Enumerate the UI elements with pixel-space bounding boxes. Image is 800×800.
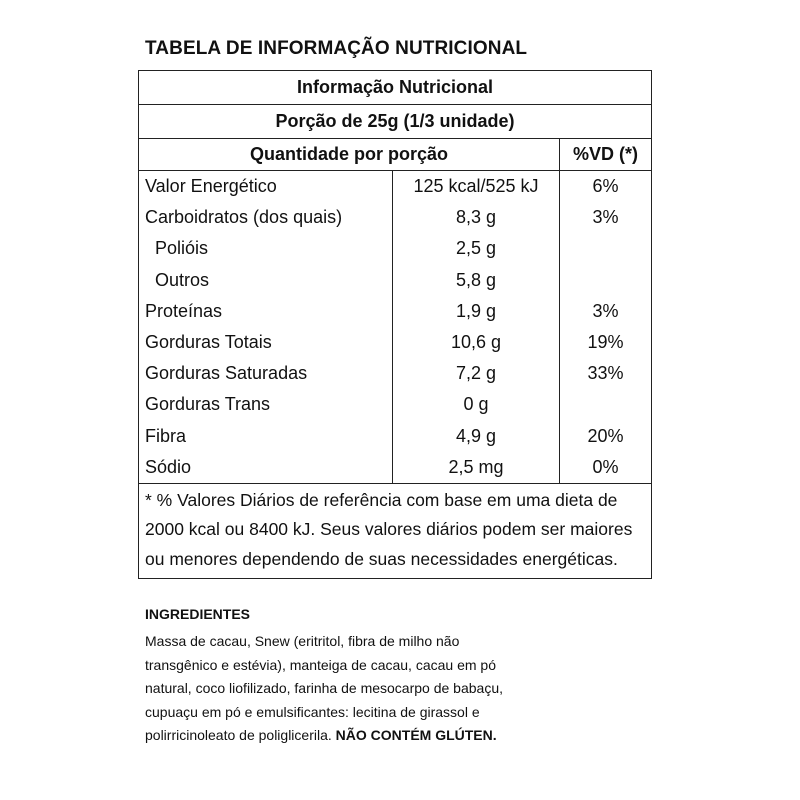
table-row (139, 202, 651, 233)
nutrient-name: Carboidratos (dos quais) (139, 202, 393, 233)
nutrient-name: Sódio (139, 452, 393, 483)
table-row (139, 233, 651, 264)
ingredients-title: INGREDIENTES (145, 606, 251, 622)
quantity-column-header: Quantidade por porção (139, 139, 560, 170)
nutrient-quantity: 2,5 mg (393, 452, 560, 483)
nutrient-vd: 20% (587, 425, 624, 446)
nutrient-vd: 3% (592, 300, 619, 321)
portion-size: Porção de 25g (1/3 unidade) (139, 105, 651, 139)
nutrient-name: Polióis (139, 233, 393, 264)
table-row (139, 265, 651, 296)
nutrient-quantity: 5,8 g (393, 265, 560, 296)
nutrient-vd (560, 265, 651, 296)
nutrient-vd: 33% (587, 363, 624, 384)
nutrient-vd: 3% (592, 207, 619, 228)
nutrient-quantity: 8,3 g (393, 202, 560, 233)
ingredients-list: Massa de cacau, Snew (eritritol, fibra de milho não transgênico e estévia), manteiga de cacau, cacau em pó natural, coco liofilizado, farinha de mesocarpo de babaçu, cupuaçu em pó e emulsificantes: lecitina de girassol e polirricinoleato de poliglicerila. (145, 633, 503, 743)
table-row (139, 358, 651, 389)
nutrient-rows (139, 171, 651, 484)
nutrient-name: Gorduras Totais (139, 327, 393, 358)
ingredients-text (145, 630, 530, 748)
nutrient-quantity: 125 kcal/525 kJ (393, 171, 560, 202)
nutrient-vd: 6% (592, 176, 619, 196)
nutrient-name: Proteínas (139, 296, 393, 327)
nutrient-name: Fibra (139, 421, 393, 452)
column-headers (139, 139, 651, 171)
nutrient-vd (560, 233, 651, 264)
nutrient-name: Outros (139, 265, 393, 296)
nutrient-quantity: 2,5 g (393, 233, 560, 264)
nutrient-quantity: 4,9 g (393, 421, 560, 452)
nutrient-name: Valor Energético (139, 171, 393, 202)
vd-footnote: * % Valores Diários de referência com base em uma dieta de 2000 kcal ou 8400 kJ. Seus valores diários podem ser maiores ou menores dependendo de suas necessidades energéticas. (145, 489, 633, 569)
nutrient-quantity: 7,2 g (393, 358, 560, 389)
table-row (139, 389, 651, 420)
nutrient-quantity: 1,9 g (393, 296, 560, 327)
vd-column-header: %VD (*) (572, 144, 638, 164)
nutrient-vd (560, 389, 651, 420)
table-row (139, 452, 651, 483)
nutrient-quantity: 0 g (393, 389, 560, 420)
table-header: Informação Nutricional (139, 71, 651, 105)
nutrient-name: Gorduras Saturadas (139, 358, 393, 389)
allergen-warning: NÃO CONTÉM GLÚTEN. (335, 727, 497, 743)
table-row (139, 171, 651, 202)
table-row (139, 421, 651, 452)
nutrient-vd: 0% (592, 456, 619, 477)
page-title: TABELA DE INFORMAÇÃO NUTRICIONAL (145, 38, 528, 59)
table-row (139, 327, 651, 358)
table-row (139, 296, 651, 327)
nutrition-table (138, 70, 652, 579)
nutrient-vd: 19% (587, 331, 624, 352)
nutrient-quantity: 10,6 g (393, 327, 560, 358)
nutrient-name: Gorduras Trans (139, 389, 393, 420)
